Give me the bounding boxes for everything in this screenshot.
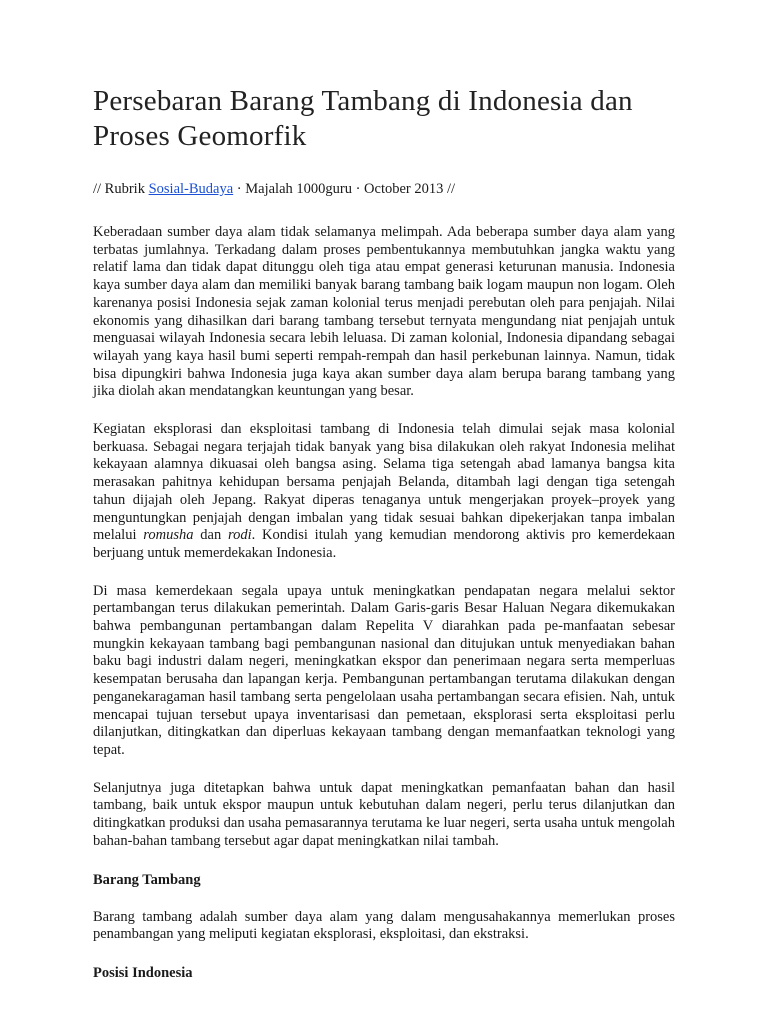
paragraph-intro: Keberadaan sumber daya alam tidak selamanya melimpah. Ada beberapa sumber daya alam yang terbatas jumlahnya. Terkadang dalam proses pembentukannya membutuhkan jangka waktu yang relatif lama dan tidak dapat ditunggu oleh tiga atau empat generasi keturunan manusia. Indonesia kaya sumber daya alam dan memiliki banyak barang tambang baik logam maupun non logam. Oleh karenanya posisi Indonesia sejak zaman kolonial terus menjadi perebutan oleh para penjajah. Nilai ekonomis yang dihasilkan dari barang tambang tersebut ternyata mengundang niat penjajah untuk menguasai wilayah Indonesia secara lebih leluasa. Di zaman kolonial, Indonesia dipandang sebagai wilayah yang kaya hasil bumi seperti rempah-rempah dan hasil perkebunan lainnya. Namun, tidak bisa dipungkiri bahwa Indonesia juga kaya akan sumber daya alam berupa barang tambang yang jika diolah akan mendatangkan keuntungan yang besar. [93,224,675,400]
paragraph-policy: Selanjutnya juga ditetapkan bahwa untuk dapat meningkatkan pemanfaatan bahan dan hasil tambang, baik untuk ekspor maupun untuk kebutuhan dalam negeri, perlu terus dilanjutkan dan ditingkatkan produksi dan usaha pemasarannya terutama ke luar negeri, serta usaha untuk mengolah bahan-bahan tambang tersebut agar dapat meningkatkan nilai tambah. [93,779,675,849]
paragraph-colonial [93,421,675,563]
rubric-link[interactable]: Sosial-Budaya [148,181,234,197]
meta-prefix: // Rubrik [93,181,149,197]
paragraph-definition: Barang tambang adalah sumber daya alam yang dalam mengusahakannya memerlukan proses penambangan yang meliputi kegiatan eksplorasi, eksploitasi, dan ekstraksi. [93,908,675,943]
heading-barang-tambang: Barang Tambang [93,871,201,888]
article-meta [93,180,675,199]
article [93,84,675,1002]
paragraph-colonial-text-b: . Kondisi itulah yang kemudian mendorong aktivis pro kemerdekaan berjuang untuk memerdekakan Indonesia. [93,527,675,561]
article-title: Persebaran Barang Tambang di Indonesia dan Proses Geomorfik [93,85,633,152]
paragraph-colonial-text-dan: dan [193,527,228,544]
heading-posisi-indonesia: Posisi Indonesia [93,964,193,981]
paragraph-independence: Di masa kemerdekaan segala upaya untuk meningkatkan pendapatan negara melalui sektor pertambangan terus dilakukan pemerintah. Dalam Garis-garis Besar Haluan Negara dikemukakan bahwa pembangunan pertambangan dalam Repelita V diarahkan pada pe-manfaatan sebesar mungkin kekayaan tambang bagi pembangunan nasional dan ditujukan untuk menyediakan bahan baku bagi industri dalam negeri, meningkatkan ekspor dan penerimaan negara serta memperluas kesempatan berusaha dan lapangan kerja. Pembangunan pertambangan terutama dilakukan dengan penganekaragaman hasil tambang serta pengelolaan usaha pertambangan secara efisien. Nah, untuk mencapai tujuan tersebut upaya inventarisasi dan pemetaan, eksplorasi serta eksploitasi perlu dilanjutkan, ditingkatkan dan diperluas kekayaan tambang dengan memanfaatkan teknologi yang tepat. [93,582,675,758]
term-romusha: romusha [143,527,194,544]
meta-suffix: · Majalah 1000guru · October 2013 // [233,181,456,197]
paragraph-colonial-text-a: Kegiatan eksplorasi dan eksploitasi tambang di Indonesia telah dimulai sejak masa kolonial berkuasa. Sebagai negara terjajah tidak banyak yang bisa dilakukan oleh rakyat Indonesia melihat kekayaan alamnya dikuasai oleh bangsa asing. Selama tiga setengah abad lamanya bangsa kita merasakan pahitnya kehidupan bersama penjajah Belanda, ditambah lagi dengan tiga setengah tahun dijajah oleh Jepang. Rakyat diperas tenaganya untuk mengerjakan proyek–proyek yang menguntungkan penjajah dengan imbalan yang tidak sesuai bahkan dipekerjakan tanpa imbalan melalui [93,421,675,544]
term-rodi: rodi [227,527,252,544]
